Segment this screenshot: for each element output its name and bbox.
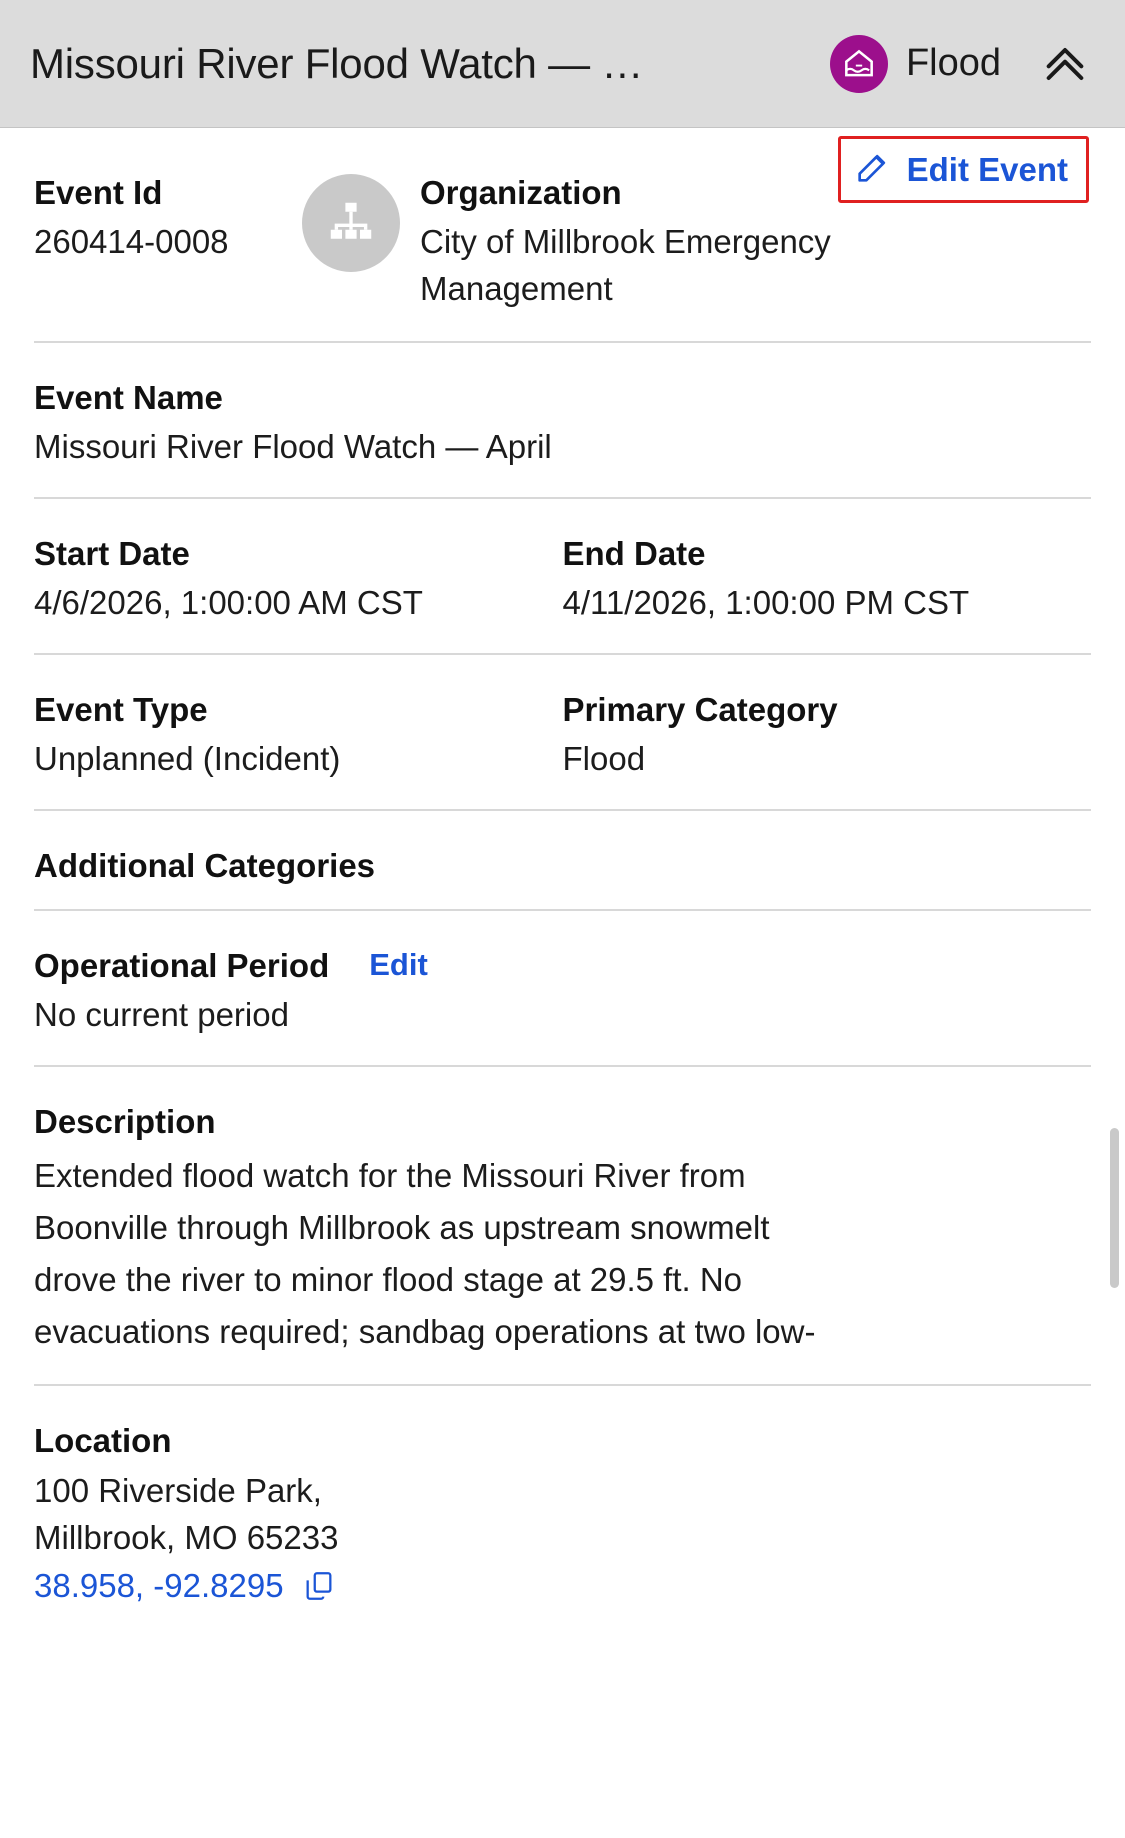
category-label: Flood bbox=[905, 42, 1001, 84]
description-value: Extended flood watch for the Missouri River from Boonville through Millbrook as upstream snowmelt drove the river to minor flood stage at 29.5 ft. No evacuations required; sandbag operations at two low- bbox=[34, 1156, 816, 1351]
edit-event-button[interactable] bbox=[838, 136, 1089, 203]
end-date-field bbox=[563, 533, 1092, 627]
organization-value: City of Millbrook Emergency Management bbox=[420, 223, 831, 308]
primary-category-field bbox=[563, 689, 1092, 783]
edit-event-label: Edit Event bbox=[906, 150, 1068, 188]
organization-field bbox=[420, 172, 840, 313]
additional-categories-label: Additional Categories bbox=[34, 847, 376, 885]
operational-period-value: No current period bbox=[34, 995, 289, 1033]
flood-home-icon bbox=[830, 35, 888, 93]
coordinates-value: 38.958, -92.8295 bbox=[34, 1567, 284, 1605]
location-label: Location bbox=[34, 1422, 172, 1460]
additional-categories-field bbox=[34, 811, 1091, 908]
event-summary-row bbox=[34, 128, 1091, 341]
event-name-label: Event Name bbox=[34, 378, 223, 416]
description-label: Description bbox=[34, 1102, 216, 1140]
location-line-1: 100 Riverside Park, bbox=[34, 1471, 322, 1509]
location-line-2: Millbrook, MO 65233 bbox=[34, 1518, 339, 1556]
event-name-field bbox=[34, 343, 1091, 497]
page-title: Missouri River Flood Watch — … bbox=[30, 39, 644, 87]
copy-icon[interactable] bbox=[302, 1569, 336, 1603]
event-type-value: Unplanned (Incident) bbox=[34, 740, 341, 778]
panel-header bbox=[0, 0, 1125, 128]
operational-period-header bbox=[34, 945, 1091, 986]
location-field bbox=[34, 1386, 1091, 1631]
event-type-field bbox=[34, 689, 563, 783]
start-date-value: 4/6/2026, 1:00:00 AM CST bbox=[34, 584, 423, 622]
primary-category-value: Flood bbox=[562, 740, 646, 778]
organization-label: Organization bbox=[420, 174, 622, 211]
type-category-row bbox=[34, 655, 1091, 809]
start-date-field bbox=[34, 533, 563, 627]
description-field bbox=[34, 1067, 1091, 1385]
end-date-label: End Date bbox=[562, 535, 706, 573]
event-id-value: 260414-0008 bbox=[34, 223, 229, 261]
edit-operational-period-link[interactable]: Edit bbox=[369, 947, 428, 983]
primary-category-label: Primary Category bbox=[562, 691, 838, 729]
chevron-double-up-icon[interactable] bbox=[1031, 30, 1099, 98]
dates-row bbox=[34, 499, 1091, 653]
panel-body bbox=[0, 128, 1125, 1838]
event-id-label: Event Id bbox=[34, 174, 163, 211]
end-date-value: 4/11/2026, 1:00:00 PM CST bbox=[562, 584, 970, 622]
header-right-group bbox=[830, 30, 1099, 98]
event-id-field bbox=[34, 172, 302, 266]
scrollbar-thumb[interactable] bbox=[1110, 1128, 1119, 1288]
pencil-square-icon bbox=[853, 147, 893, 192]
event-type-label: Event Type bbox=[34, 691, 208, 729]
operational-period-field bbox=[34, 911, 1091, 1065]
location-coordinates[interactable] bbox=[34, 1567, 336, 1605]
start-date-label: Start Date bbox=[34, 535, 190, 573]
operational-period-label: Operational Period bbox=[34, 946, 330, 984]
event-name-value: Missouri River Flood Watch — April bbox=[34, 428, 552, 466]
organization-icon bbox=[302, 174, 400, 272]
